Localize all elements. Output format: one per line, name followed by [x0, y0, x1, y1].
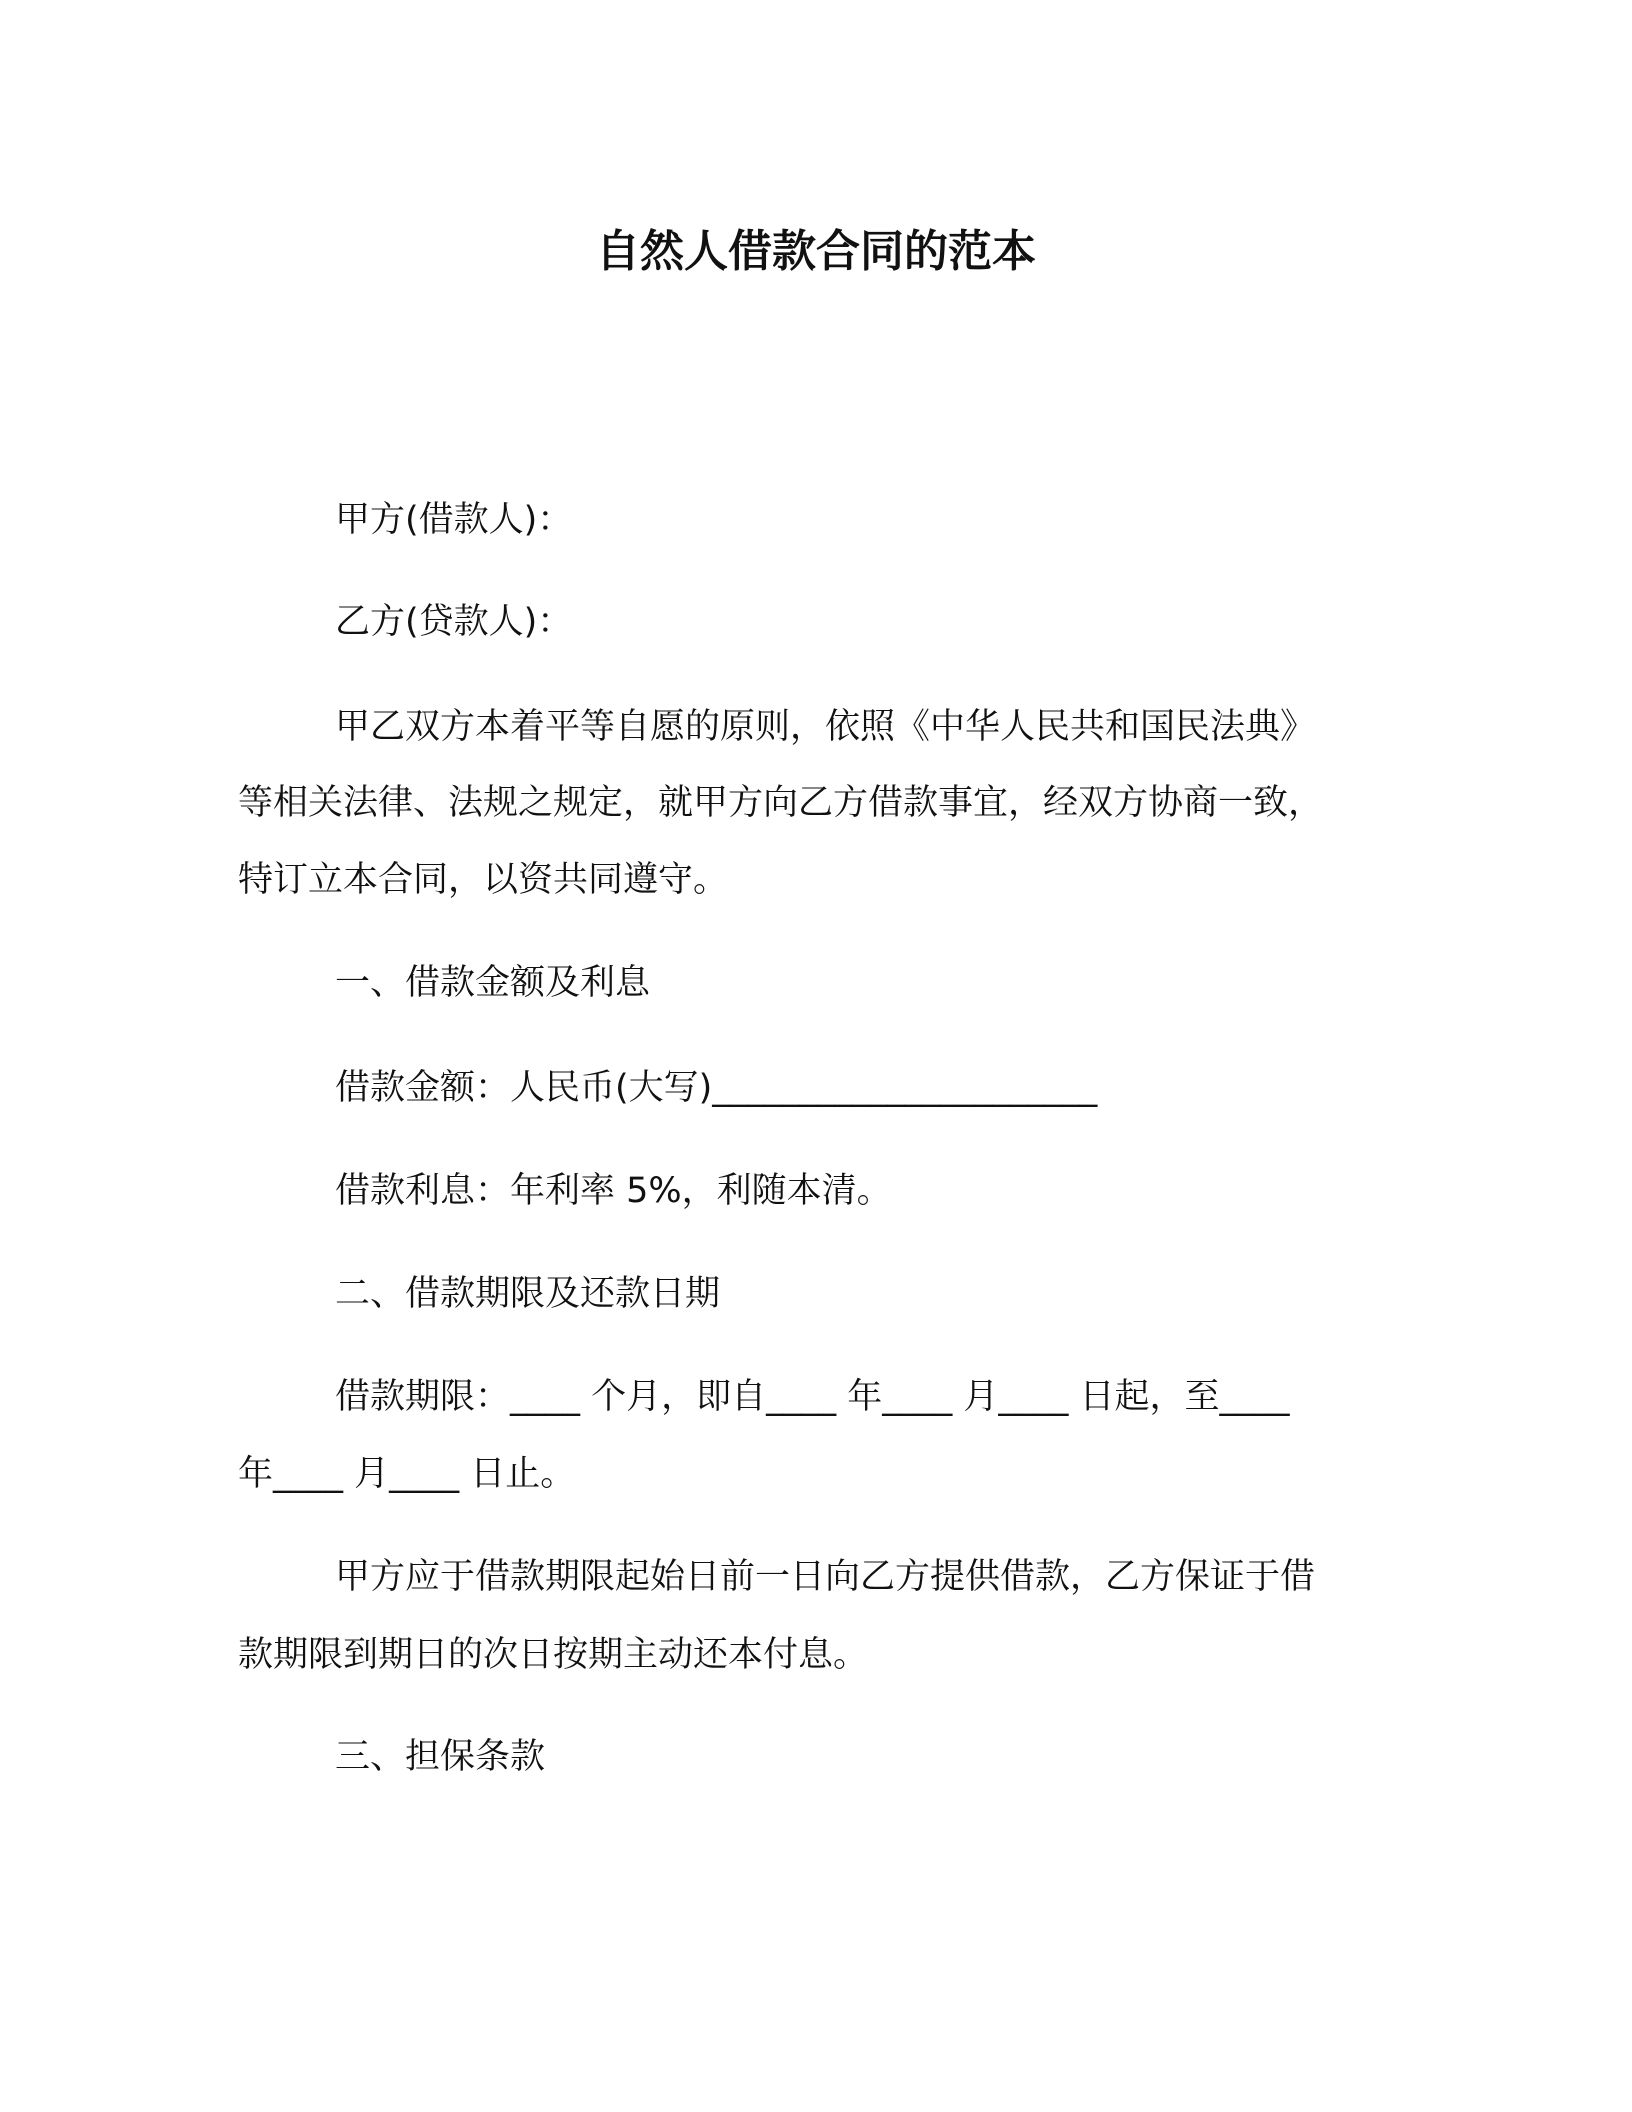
- preamble-line-1: 甲乙双方本着平等自愿的原则，依照《中华人民共和国民法典》: [335, 707, 1316, 747]
- obligation-line-1: 甲方应于借款期限起始日前一日向乙方提供借款，乙方保证于借: [335, 1557, 1316, 1597]
- party-b-label: 乙方(贷款人)：: [335, 602, 573, 642]
- loan-term-line-1: 借款期限：____ 个月，即自____ 年____ 月____ 日起，至____: [335, 1377, 1290, 1417]
- preamble-line-3: 特订立本合同，以资共同遵守。: [238, 860, 729, 900]
- section-2-heading: 二、借款期限及还款日期: [335, 1274, 721, 1314]
- party-a-label: 甲方(借款人)：: [335, 500, 573, 540]
- document-title: 自然人借款合同的范本: [596, 226, 1036, 277]
- obligation-line-2: 款期限到期日的次日按期主动还本付息。: [238, 1635, 869, 1675]
- loan-amount-line: 借款金额：人民币(大写)______________________: [335, 1068, 1098, 1108]
- section-1-heading: 一、借款金额及利息: [335, 963, 651, 1003]
- section-3-heading: 三、担保条款: [335, 1737, 546, 1777]
- preamble-line-2: 等相关法律、法规之规定，就甲方向乙方借款事宜，经双方协商一致，: [238, 783, 1324, 823]
- loan-interest-line: 借款利息：年利率 5%，利随本清。: [335, 1171, 892, 1211]
- loan-term-line-2: 年____ 月____ 日止。: [238, 1454, 576, 1494]
